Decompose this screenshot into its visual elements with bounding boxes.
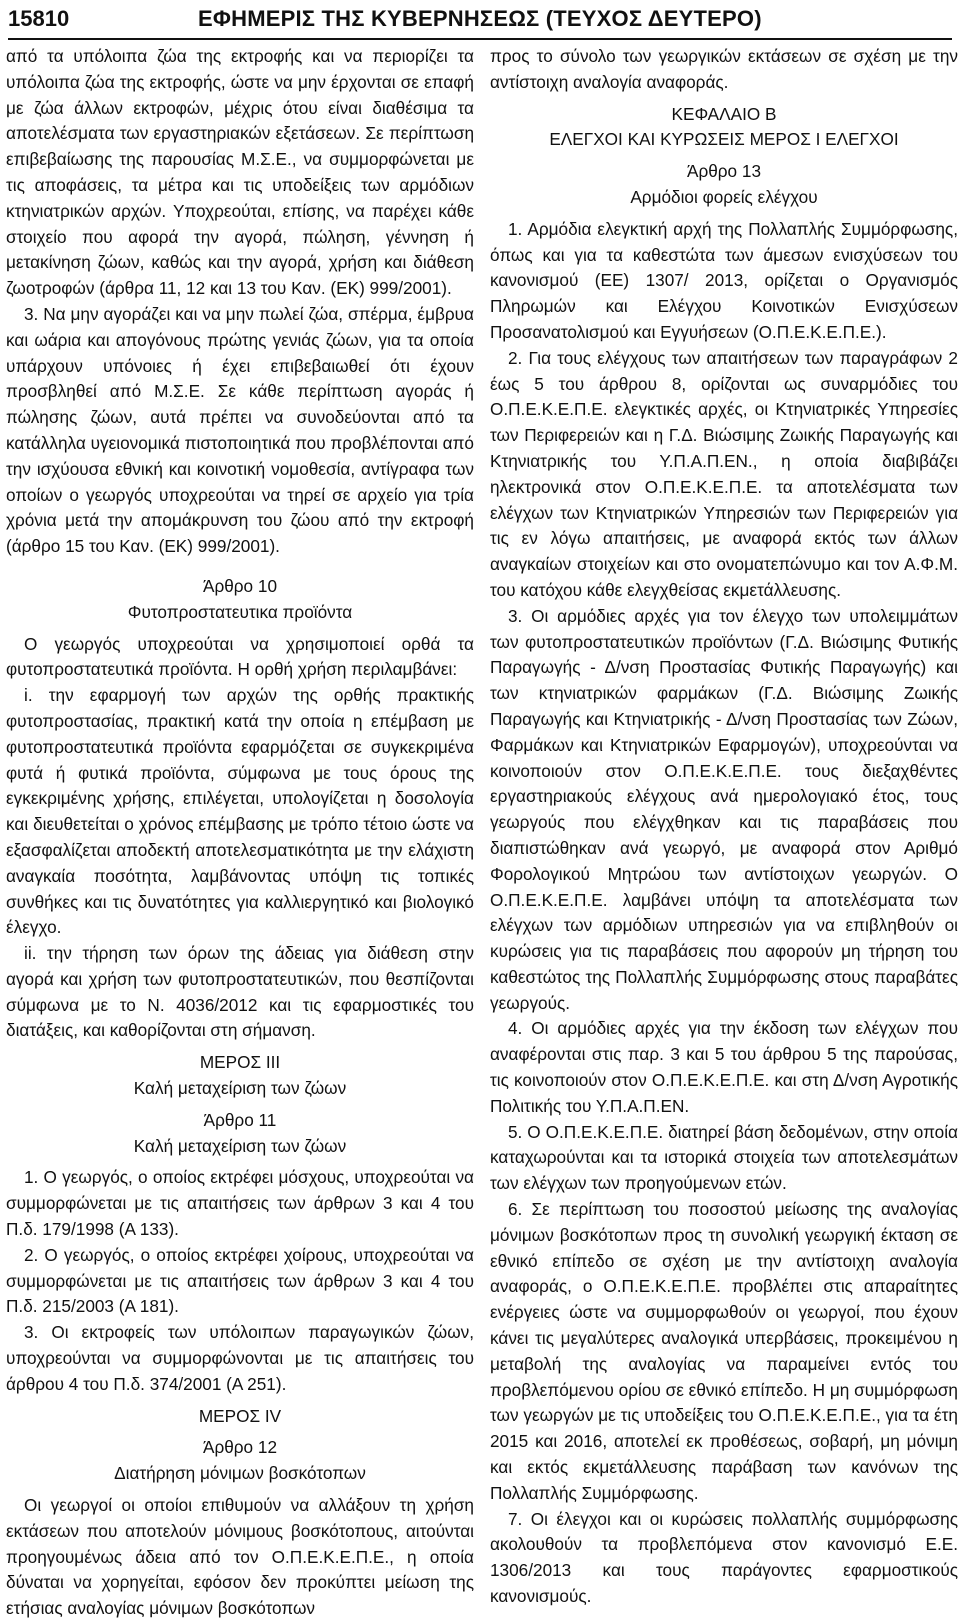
paragraph: ii. την τήρηση των όρων της άδειας για διάθεση στην αγορά και χρήση των φυτοπροστατευτικών, που θεσπίζονται σύμφωνα με το Ν. 4036/2012 και τις εφαρμοστικές του διατάξεις, και καθορίζονται στη σήμανση. bbox=[6, 943, 474, 1041]
page-number: 15810 bbox=[8, 6, 70, 31]
paragraph: 6. Σε περίπτωση του ποσοστού μείωσης της αναλογίας μόνιμων βοσκότοπων προς τη συνολική γεωργική έκταση σε εθνικό επίπεδο σε σχέση με την αντίστοιχη αναλογία αναφοράς, ο Ο.Π.Ε.Κ.Ε.Π.Ε. προβλέπει στις απαραίτητες ενέργειες ώστε να συμμορφωθούν οι γεωργοί, που έχουν κάνει τις μεγαλύτερες αναλογικά υπερβάσεις, προκειμένου η μεταβολή της αναλογίας να παραμείνει εντός του προβλεπόμενου ορίου σε εθνικό επίπεδο. Η μη συμμόρφωση των γεωργών με τις υποδείξεις του Ο.Π.Ε.Κ.Ε.Π.Ε., για τα έτη 2015 και 2016, αποτελεί εκ προθέσεως, σοβαρή, μη μόνιμη και εκτός εκμετάλλευσης παράβαση των κανόνων της Πολλαπλής Συμμόρφωσης. bbox=[490, 1199, 958, 1503]
paragraph: Οι γεωργοί οι οποίοι επιθυμούν να αλλάξουν τη χρήση εκτάσεων που αποτελούν μόνιμους βοσκότοπους, αιτούνται προηγουμένως άδεια από τον Ο.Π.Ε.Κ.Ε.Π.Ε., η οποία δύναται να χορηγείται, εφόσον δεν προκύπτει μείωση της ετήσιας αναλογίας μόνιμων βοσκότοπων bbox=[6, 1495, 474, 1619]
chapter-title: ΕΛΕΓΧΟΙ ΚΑΙ ΚΥΡΩΣΕΙΣ ΜΕΡΟΣ Ι ΕΛΕΓΧΟΙ bbox=[549, 129, 899, 150]
article-title: Φυτοπροστατευτικα προϊόντα bbox=[127, 601, 353, 622]
paragraph: 3. Οι εκτροφείς των υπόλοιπων παραγωγικών ζώων, υποχρεούνται να συμμορφώνονται με τις απαιτήσεις του άρθρου 4 του Π.δ. 374/2001 (Α 251). bbox=[6, 1322, 474, 1394]
part-heading: ΜΕΡΟΣ III bbox=[199, 1052, 281, 1073]
paragraph: i. την εφαρμογή των αρχών της ορθής πρακτικής φυτοπροστασίας, πρακτική κατά την οποία η επέμβαση με φυτοπροστατευτικά προϊόντα εφαρμόζεται σε συγκεκριμένα φυτά ή φυτικά προϊόντα, σύμφωνα με τους όρους της εγκεκριμένης χρήσης, επιλέγεται, υπολογίζεται η δοσολογία και διευθετείται ο χρόνος επέμβασης με τρόπο τέτοιο ώστε να εξασφαλίζεται αποδεκτή αποτελεσματικότητα με την ελάχιστη αναγκαία ποσότητα, λαμβάνοντας υπόψη τις τοπικές συνθήκες και τις δυνατότητες για καλλιεργητικό και βιολογικό έλεγχο. bbox=[6, 685, 474, 938]
paragraph: 7. Οι έλεγχοι και οι κυρώσεις πολλαπλής συμμόρφωσης ακολουθούν τα προβλεπόμενα στον κανονισμό Ε.Ε. 1306/2013 και τους παράγοντες εφαρμοστικούς κανονισμούς. bbox=[490, 1508, 958, 1607]
right-column bbox=[490, 44, 958, 1610]
article-heading: Άρθρο 13 bbox=[686, 161, 762, 182]
paragraph: 1. Ο γεωργός, ο οποίος εκτρέφει μόσχους, υποχρεούται να συμμορφώνεται με τις απαιτήσεις των άρθρων 3 και 4 του Π.δ. 179/1998 (Α 133). bbox=[6, 1167, 474, 1240]
paragraph: 3. Να μην αγοράζει και να μην πωλεί ζώα, σπέρμα, έμβρυα και ωάρια και απογόνους πρώτης γενιάς ζώων, για τα οποία υπάρχουν υπόνοιες ή έχει επιβεβαιωθεί ότι έχουν προσβληθεί από Μ.Σ.Ε. Σε κάθε περίπτωση αγοράς ή πώλησης ζώων, αυτά πρέπει να συνοδεύονται από τα κατάλληλα υγειονομικά πιστοποιητικά που προβλέπονται από την ισχύουσα εθνική και κοινοτική νομοθεσία, αντίγραφα των οποίων ο γεωργός υποχρεούται να τηρεί σε αρχείο για τρία χρόνια μετά την απομάκρυνση του ζώου από την εκτροφή (άρθρο 15 του Καν. (ΕΚ) 999/2001). bbox=[6, 303, 474, 557]
page-header bbox=[8, 0, 952, 40]
paragraph: 3. Οι αρμόδιες αρχές για τον έλεγχο των υπολειμμάτων των φυτοπροστατευτικών προϊόντων (Γ.Δ. Βιώσιμης Φυτικής Παραγωγής - Δ/νση Προστασίας Φυτικής Παραγωγής) και των κτηνιατρικών φαρμάκων (Γ.Δ. Βιώσιμης Ζωικής Παραγωγής και Κτηνιατρικής - Δ/νση Προστασίας των Ζώων, Φαρμάκων και Κτηνιατρικών Εφαρμογών), υποχρεούνται να κοινοποιούν στον Ο.Π.Ε.Κ.Ε.Π.Ε. τους διεξαχθέντες εργαστηριακούς ελέγχους ανά ημερολογιακό έτος, τους γεωργούς που ελέγχθηκαν και τις παραβάσεις που διαπιστώθηκαν ανά γεωργό, με αναφορά στον Αριθμό Φορολογικού Μητρώου των αντίστοιχων γεωργών. Ο Ο.Π.Ε.Κ.Ε.Π.Ε. λαμβάνει υπόψη τα αποτελέσματα των ελέγχων των αρμόδιων υπηρεσιών για να επιβληθούν οι κυρώσεις για τις παραβάσεις που αφορούν μη τήρηση του καθεστώτος της Πολλαπλής Συμμόρφωσης στους παραβάτες γεωργούς. bbox=[490, 605, 958, 1013]
part-title: Καλή μεταχείριση των ζώων bbox=[133, 1078, 347, 1099]
chapter-heading: ΚΕΦΑΛΑΙΟ Β bbox=[671, 103, 777, 124]
article-title: Καλή μεταχείριση των ζώων bbox=[133, 1135, 347, 1156]
paragraph: προς το σύνολο των γεωργικών εκτάσεων σε σχέση με την αντίστοιχη αναλογία αναφοράς. bbox=[490, 46, 958, 92]
paragraph: Ο γεωργός υποχρεούται να χρησιμοποιεί ορθά τα φυτοπροστατευτικά προϊόντα. Η ορθή χρήση περιλαμβάνει: bbox=[6, 633, 474, 680]
article-heading: Άρθρο 11 bbox=[203, 1109, 277, 1130]
left-column bbox=[6, 44, 474, 1622]
article-heading: Άρθρο 12 bbox=[202, 1437, 278, 1458]
article-heading: Άρθρο 10 bbox=[202, 575, 278, 596]
article-title: Αρμόδιοι φορείς ελέγχου bbox=[630, 186, 818, 207]
paragraph: 2. Για τους ελέγχους των απαιτήσεων των παραγράφων 2 έως 5 του άρθρου 8, ορίζονται ως συναρμόδιες του Ο.Π.Ε.Κ.Ε.Π.Ε. ελεγκτικές αρχές, οι Κτηνιατρικές Υπηρεσίες των Περιφερειών και η Γ.Δ. Βιώσιμης Ζωικής Παραγωγής και Κτηνιατρικής του Υ.Π.Α.Π.ΕΝ., η οποία διαβιβάζει ηλεκτρονικά στον Ο.Π.Ε.Κ.Ε.Π.Ε. τα αποτελέσματα των ελέγχων των Κτηνιατρικών Υπηρεσιών των Περιφερειών για τις εν λόγω απαιτήσεις, με αναφορά εκτός των άλλων αναγκαίων στοιχείων και στο ονοματεπώνυμο και τον Α.Φ.Μ. του κατόχου κάθε ελεγχθείσας εκμετάλλευσης. bbox=[490, 347, 958, 600]
paragraph: 5. Ο Ο.Π.Ε.Κ.Ε.Π.Ε. διατηρεί βάση δεδομένων, στην οποία καταχωρούνται και τα ιστορικά στοιχεία των αποτελεσμάτων των ελέγχων των προηγούμενων ετών. bbox=[490, 1121, 958, 1194]
paragraph: 1. Αρμόδια ελεγκτική αρχή της Πολλαπλής Συμμόρφωσης, όπως και για τα καθεστώτα των άμεσων ενισχύσεων του κανονισμού (ΕΕ) 1307/ 2013, ορίζεται ο Οργανισμός Πληρωμών και Ελέγχου Κοινοτικών Ενισχύσεων Προσανατολισμού και Εγγυήσεων (Ο.Π.Ε.Κ.Ε.Π.Ε.). bbox=[490, 218, 958, 342]
paragraph: 2. Ο γεωργός, ο οποίος εκτρέφει χοίρους, υποχρεούται να συμμορφώνεται με τις απαιτήσεις των άρθρων 3 και 4 του Π.δ. 215/2003 (Α 181). bbox=[6, 1244, 474, 1317]
part-heading: ΜΕΡΟΣ IV bbox=[198, 1405, 282, 1426]
paragraph: από τα υπόλοιπα ζώα της εκτροφής και να περιορίζει τα υπόλοιπα ζώα της εκτροφής, ώστε να μην έρχονται σε επαφή με ζώα άλλων εκτροφών, μέχρις ότου είναι διαθέσιμα τα αποτελέσματα των εργαστηριακών εξετάσεων. Σε περίπτωση επιβεβαίωσης της παρουσίας Μ.Σ.Ε., να συμμορφώνεται με τις αποφάσεις, τα μέτρα και τις υποδείξεις των αρμόδιων κτηνιατρικών αρχών. Υποχρεούται, επίσης, να παρέχει κάθε στοιχείο που αφορά την αγορά, πώληση, γέννηση ή μετακίνηση ζώων, καθώς και την αγορά, χρήση και διάθεση ζωοτροφών (άρθρα 11, 12 και 13 του Καν. (ΕΚ) 999/2001). bbox=[6, 46, 474, 299]
journal-title: ΕΦΗΜΕΡΙΣ ΤΗΣ ΚΥΒΕΡΝΗΣΕΩΣ (ΤΕΥΧΟΣ ΔΕΥΤΕΡΟ) bbox=[198, 6, 762, 31]
article-title: Διατήρηση μόνιμων βοσκότοπων bbox=[114, 1463, 366, 1484]
paragraph: 4. Οι αρμόδιες αρχές για την έκδοση των ελέγχων που αναφέρονται στις παρ. 3 και 5 του άρθρου 5 της παρούσας, τις κοινοποιούν στον Ο.Π.Ε.Κ.Ε.Π.Ε. και στη Δ/νση Αγροτικής Πολιτικής του Υ.Π.Α.Π.ΕΝ. bbox=[490, 1018, 958, 1116]
